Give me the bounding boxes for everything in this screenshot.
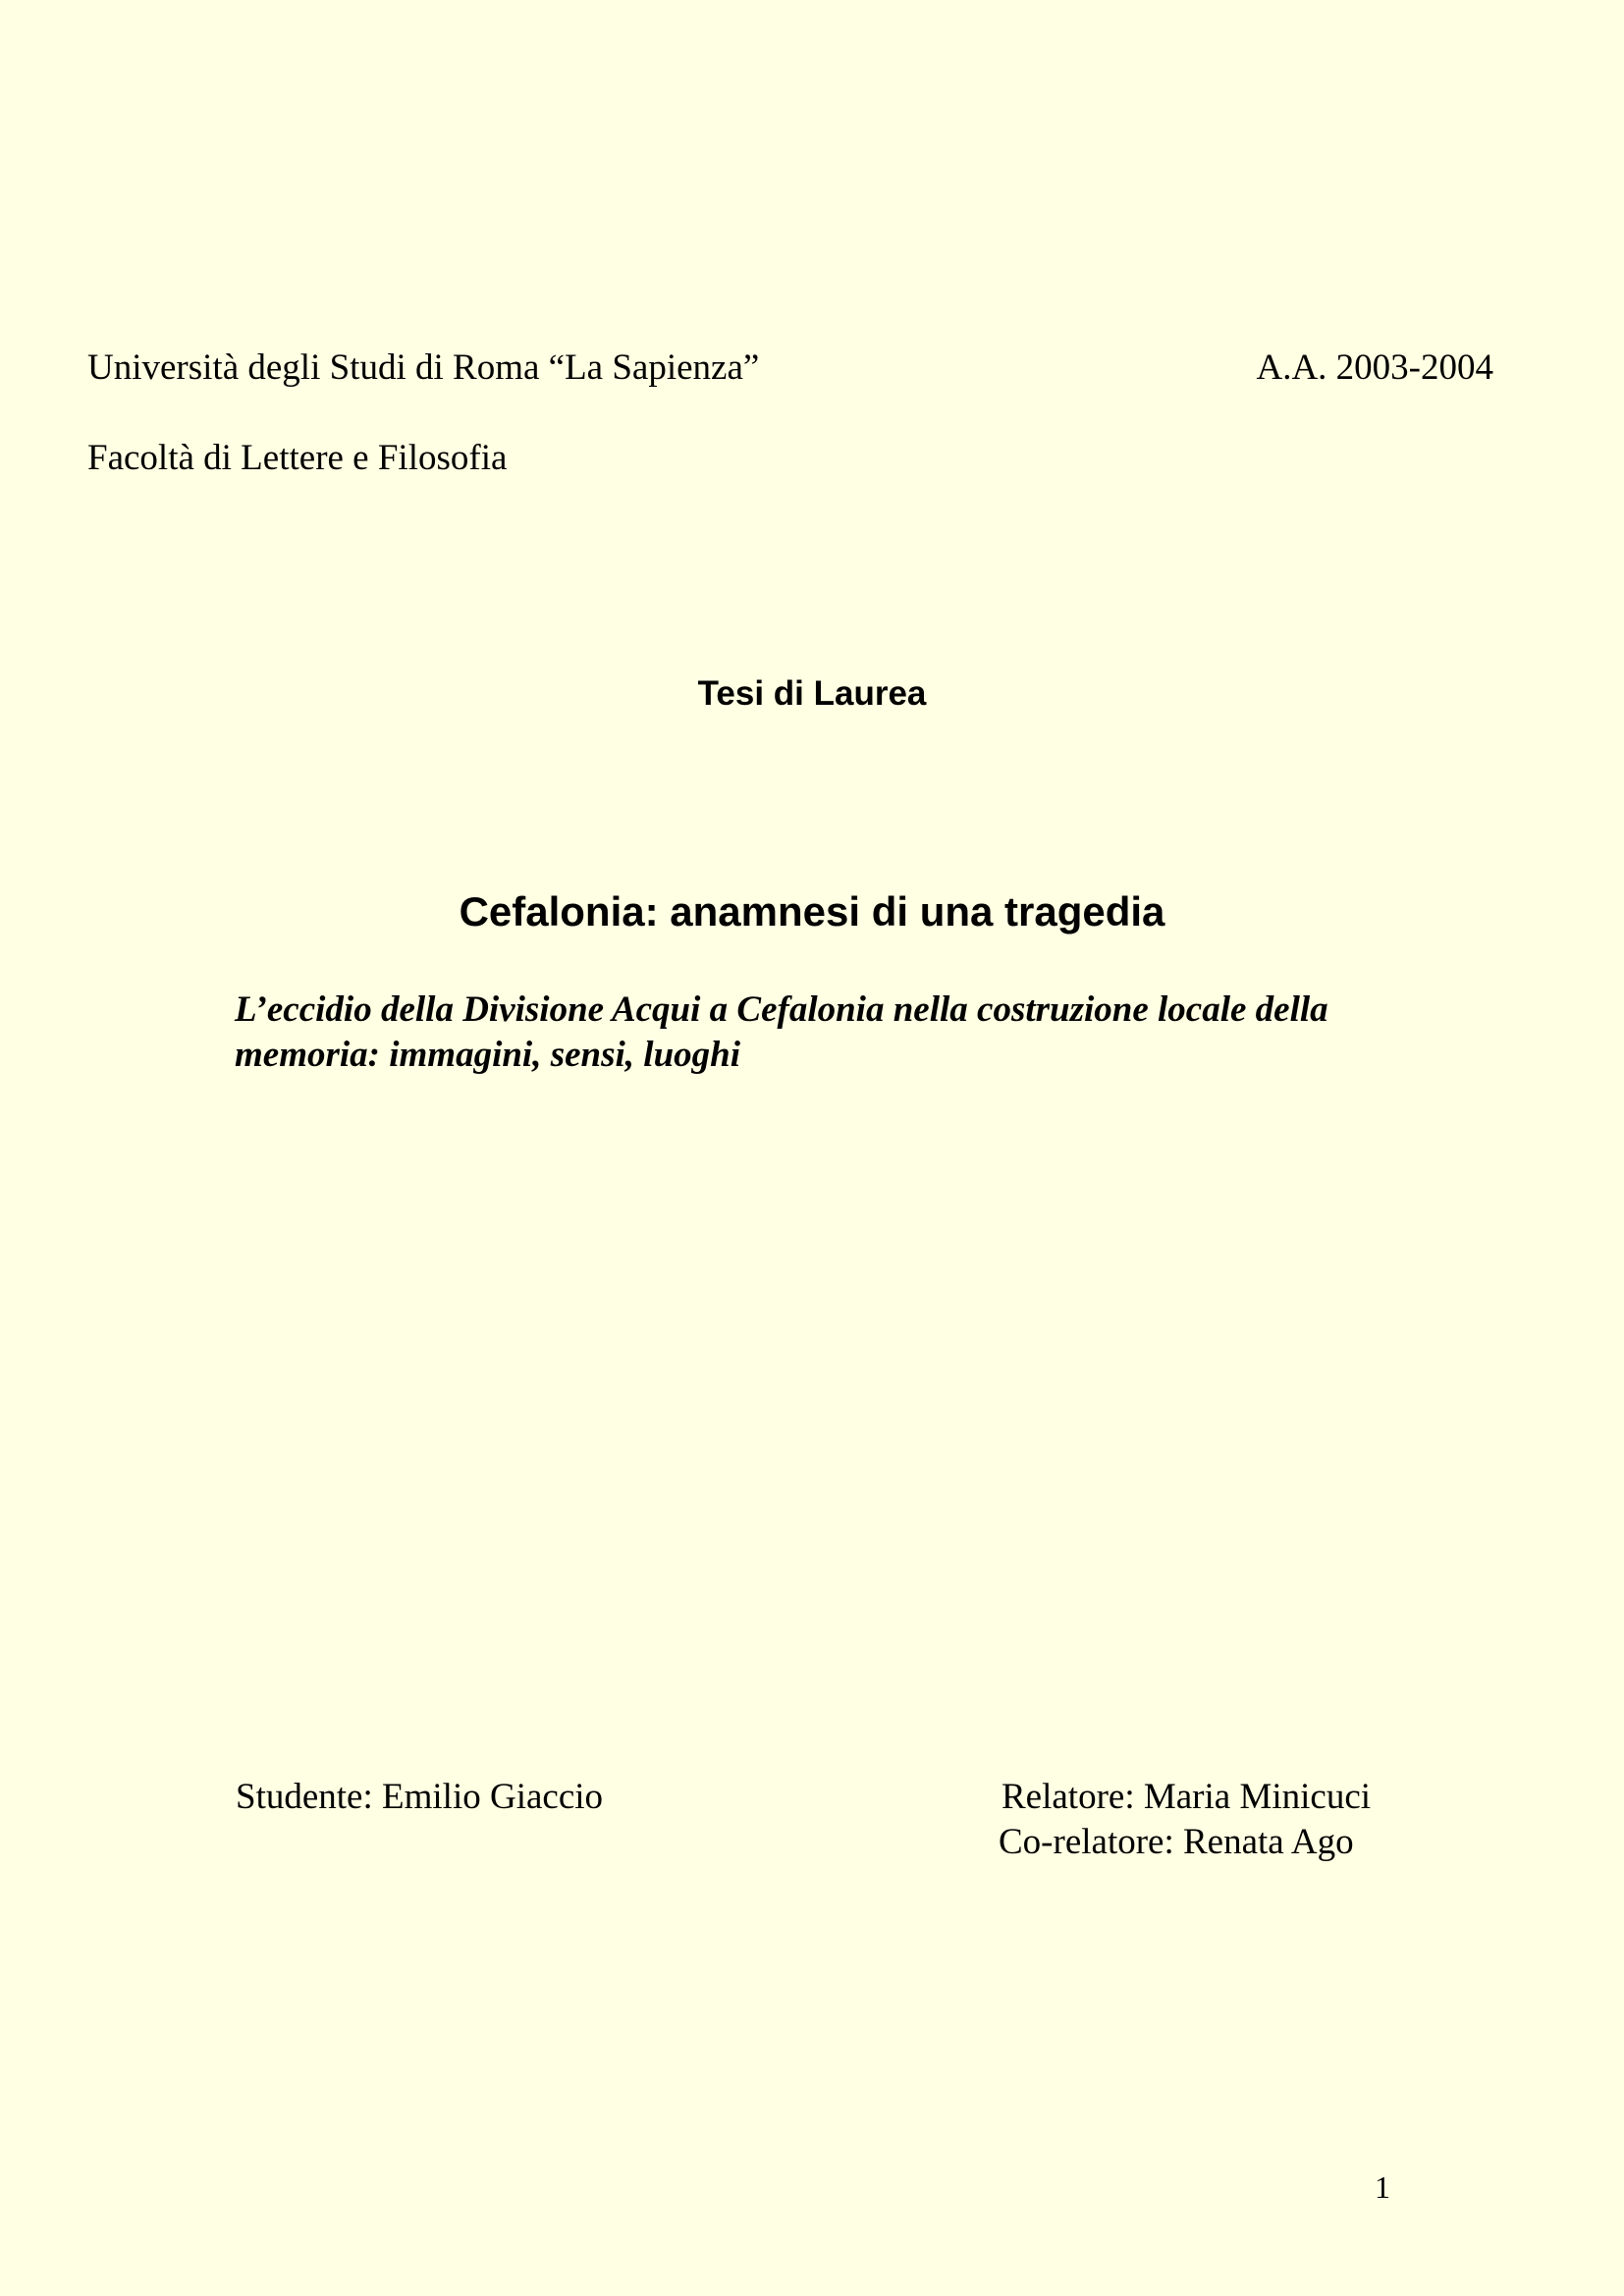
faculty-name: Facoltà di Lettere e Filosofia xyxy=(87,438,508,478)
university-name: Università degli Studi di Roma “La Sapienza” xyxy=(87,347,760,388)
supervisor-credit: Relatore: Maria Minicuci xyxy=(1001,1777,1372,1817)
thesis-type-heading: Tesi di Laurea xyxy=(697,674,927,713)
thesis-title: Cefalonia: anamnesi di una tragedia xyxy=(459,888,1165,934)
subtitle-line-1: L’eccidio della Divisione Acqui a Cefalonia nella costruzione locale della xyxy=(235,989,1328,1030)
academic-year: A.A. 2003-2004 xyxy=(1256,347,1493,388)
student-credit: Studente: Emilio Giaccio xyxy=(236,1777,604,1817)
co-supervisor-credit: Co-relatore: Renata Ago xyxy=(999,1822,1354,1862)
page-number: 1 xyxy=(1375,2169,1390,2205)
subtitle-line-2: memoria: immagini, sensi, luoghi xyxy=(235,1035,741,1075)
thesis-subtitle xyxy=(235,988,1511,1078)
